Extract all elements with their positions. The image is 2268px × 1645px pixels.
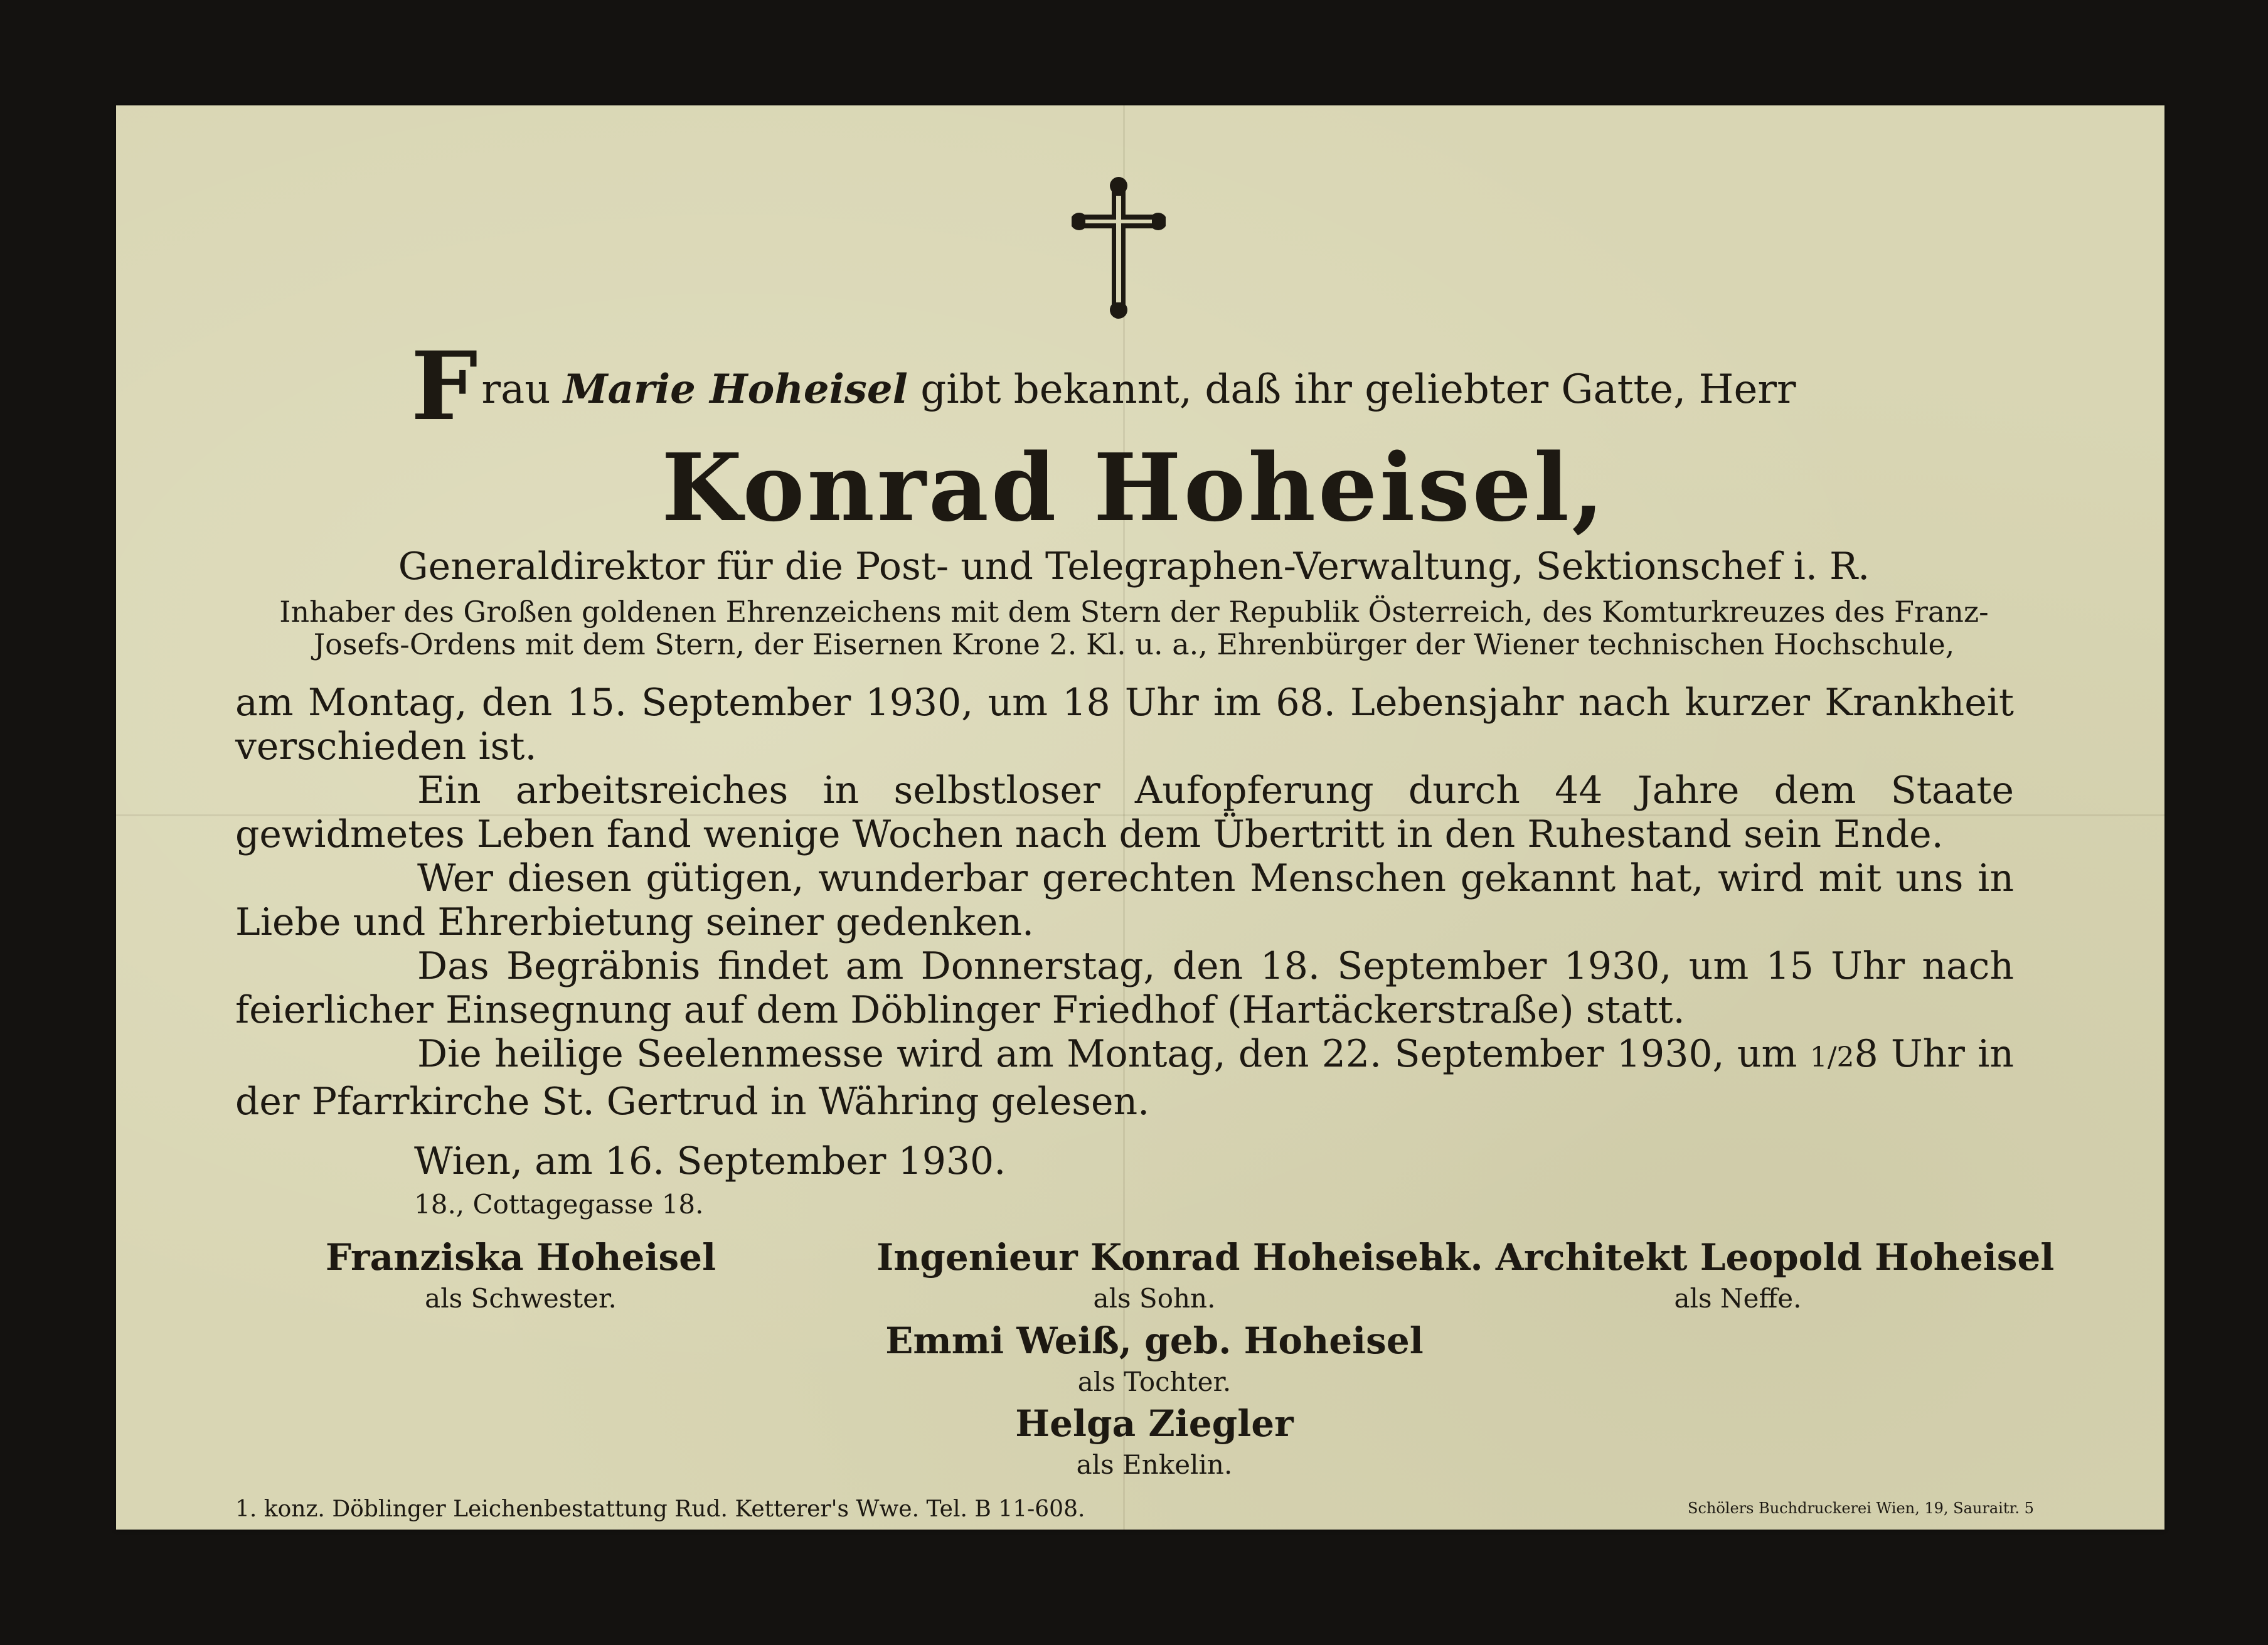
printer-imprint: Schölers Buchdruckerei Wien, 19, Sauraitr. 5 [1688, 1499, 2034, 1517]
signer-relation: als Tochter. [1077, 1366, 1232, 1397]
signer-name: Ingenieur Konrad Hoheisel [876, 1236, 1432, 1279]
signer-relation: als Sohn. [1093, 1283, 1216, 1314]
deceased-name: Konrad Hoheisel, [661, 433, 1607, 542]
signer-relation: als Neffe. [1674, 1283, 1802, 1314]
paragraph-remembrance: Wer diesen gütigen, wunderbar gerechten Menschen gekannt hat, wird mit uns in Liebe und Ehrerbietung seiner gedenken. [235, 856, 2014, 944]
signer-name: ak. Architekt Leopold Hoheisel [1421, 1236, 2055, 1279]
honors-line-1: Inhaber des Großen goldenen Ehrenzeichens mit dem Stern der Republik Österreich, des Komturkreuzes des Franz- [279, 595, 1989, 629]
undertaker-imprint: 1. konz. Döblinger Leichenbestattung Rud. Ketterer's Wwe. Tel. B 11-608. [235, 1496, 1085, 1522]
paragraph-funeral: Das Begräbnis findet am Donnerstag, den 18. September 1930, um 15 Uhr nach feierlicher Einsegnung auf dem Döblinger Friedhof (Hartäckerstraße) statt. [235, 944, 2014, 1032]
requiem-text-after: 8 Uhr in der Pfarrkirche St. Gertrud in Währing gelesen. [235, 1032, 2014, 1124]
intro-text-before: rau [481, 366, 563, 413]
intro-text-after: gibt bekannt, daß ihr geliebter Gatte, Herr [907, 366, 1796, 413]
requiem-text-before: Die heilige Seelenmesse wird am Montag, den 22. September 1930, um [417, 1032, 1810, 1076]
signer-relation: als Schwester. [425, 1283, 617, 1314]
paragraph-requiem [235, 1032, 2014, 1124]
signer-name: Franziska Hoheisel [325, 1236, 716, 1279]
signer-name: Emmi Weiß, geb. Hoheisel [885, 1319, 1424, 1362]
paragraph-death: am Montag, den 15. September 1930, um 18 Uhr im 68. Lebensjahr nach kurzer Krankheit verschieden ist. [235, 681, 2014, 769]
deceased-rank: Generaldirektor für die Post- und Telegraphen-Verwaltung, Sektionschef i. R. [398, 545, 1870, 588]
place-and-date: Wien, am 16. September 1930. [414, 1139, 1006, 1183]
paragraph-life: Ein arbeitsreiches in selbstloser Aufopferung durch 44 Jahre dem Staate gewidmetes Leben fand wenige Wochen nach dem Übertritt in den Ruhestand sein Ende. [235, 769, 2014, 856]
signer-relation: als Enkelin. [1076, 1449, 1233, 1480]
honors-line-2: Josefs-Ordens mit dem Stern, der Eisernen Krone 2. Kl. u. a., Ehrenbürger der Wiener technischen Hochschule, [313, 627, 1955, 661]
widow-name: Marie Hoheisel [563, 366, 908, 413]
cross-icon [1072, 177, 1166, 321]
signer-name: Helga Ziegler [1015, 1402, 1294, 1445]
drop-cap: F [411, 331, 478, 442]
requiem-fraction: 1/2 [1809, 1041, 1855, 1073]
announcement-intro [411, 331, 1796, 442]
address: 18., Cottagegasse 18. [414, 1189, 704, 1220]
